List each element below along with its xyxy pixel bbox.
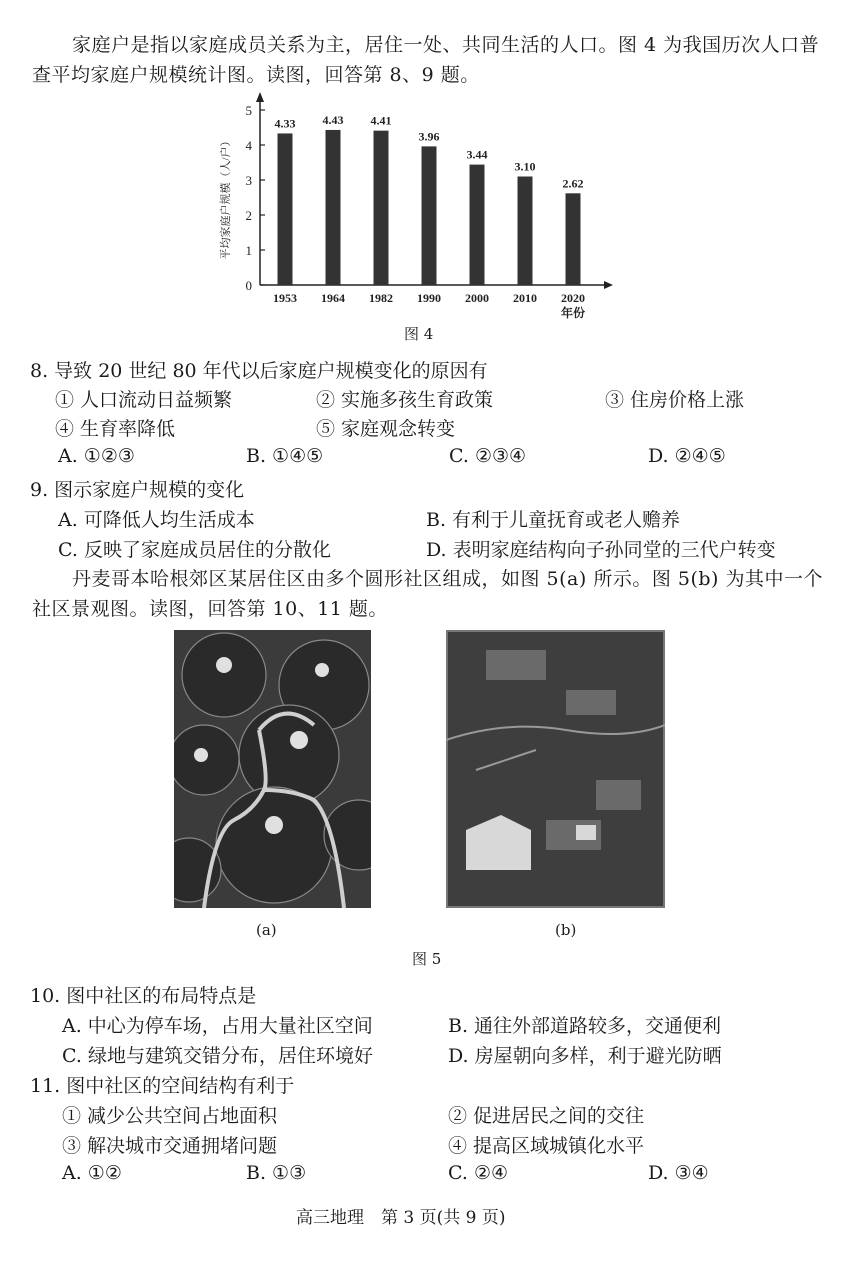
- bar: [278, 133, 293, 285]
- question-8-stem: 8. 导致 20 世纪 80 年代以后家庭户规模变化的原因有: [30, 360, 488, 382]
- bar-data-label: 4.43: [322, 112, 344, 127]
- x-tick-label: 2020: [561, 291, 585, 305]
- y-axis-label: 平均家庭户规模（人/户）: [220, 135, 232, 260]
- landscape-photo-community: [446, 630, 665, 908]
- q8-item-1: ① 人口流动日益频繁: [55, 389, 233, 411]
- aerial-photo-circular-communities: [174, 630, 371, 908]
- q11-choice-a: A. ①②: [62, 1162, 122, 1184]
- bar: [422, 146, 437, 285]
- y-axis-arrow: [256, 92, 264, 102]
- bar-data-label: 4.33: [274, 116, 296, 131]
- y-tick-label: 5: [245, 103, 252, 118]
- q8-item-5: ⑤ 家庭观念转变: [316, 418, 456, 440]
- q11-item-3: ③ 解决城市交通拥堵问题: [62, 1135, 278, 1157]
- chart-bars: [278, 130, 581, 285]
- q11-choice-c: C. ②④: [448, 1162, 509, 1184]
- q9-choice-c: C. 反映了家庭成员居住的分散化: [58, 539, 331, 561]
- q9-choice-a: A. 可降低人均生活成本: [58, 509, 255, 531]
- bar-data-label: 2.62: [562, 176, 584, 191]
- page-footer: 高三地理 第 3 页(共 9 页): [296, 1208, 506, 1228]
- bar-chart-figure-4: [215, 88, 635, 328]
- q11-item-1: ① 减少公共空间占地面积: [62, 1105, 278, 1127]
- question-10-stem: 10. 图中社区的布局特点是: [30, 985, 257, 1007]
- y-tick-label: 0: [245, 278, 252, 293]
- q8-item-4: ④ 生育率降低: [55, 418, 176, 440]
- x-axis-label: 年份: [560, 306, 586, 320]
- q11-choice-d: D. ③④: [648, 1162, 709, 1184]
- x-tick-label: 1964: [321, 291, 345, 305]
- x-tick-label: 2000: [465, 291, 489, 305]
- bar: [518, 177, 533, 286]
- q9-choice-b: B. 有利于儿童抚育或老人赡养: [426, 509, 681, 531]
- q8-choice-b: B. ①④⑤: [246, 445, 324, 467]
- bar: [566, 193, 581, 285]
- q8-item-3: ③ 住房价格上涨: [605, 389, 745, 411]
- bar-data-label: 3.44: [466, 147, 488, 162]
- q11-choice-b: B. ①③: [246, 1162, 307, 1184]
- bar: [374, 131, 389, 285]
- x-tick-label: 2010: [513, 291, 537, 305]
- y-tick-label: 1: [245, 243, 252, 258]
- figure-5b-label: (b): [555, 921, 577, 939]
- bar: [470, 165, 485, 285]
- x-tick-label: 1953: [273, 291, 297, 305]
- q8-choice-d: D. ②④⑤: [648, 445, 726, 467]
- x-tick-label: 1990: [417, 291, 441, 305]
- q10-choice-d: D. 房屋朝向多样，利于避光防晒: [448, 1045, 722, 1067]
- q11-item-4: ④ 提高区域城镇化水平: [448, 1135, 645, 1157]
- bar-data-label: 3.10: [514, 159, 536, 174]
- x-axis-arrow: [604, 281, 613, 289]
- figure-4-caption: 图 4: [404, 325, 434, 343]
- q9-choice-d: D. 表明家庭结构向子孙同堂的三代户转变: [426, 539, 776, 561]
- q8-choice-c: C. ②③④: [449, 445, 527, 467]
- y-tick-label: 3: [245, 173, 252, 188]
- q10-choice-a: A. 中心为停车场，占用大量社区空间: [62, 1015, 373, 1037]
- x-tick-label: 1982: [369, 291, 393, 305]
- intro-paragraph-2: 丹麦哥本哈根郊区某居住区由多个圆形社区组成，如图 5(a) 所示。图 5(b) 为其中一个社区景观图。读图，回答第 10、11 题。: [32, 568, 823, 620]
- q8-choice-a: A. ①②③: [58, 445, 135, 467]
- q10-choice-b: B. 通往外部道路较多，交通便利: [448, 1015, 722, 1037]
- q10-choice-c: C. 绿地与建筑交错分布，居住环境好: [62, 1045, 373, 1067]
- figure-5-caption: 图 5: [412, 950, 442, 968]
- question-11-stem: 11. 图中社区的空间结构有利于: [30, 1075, 295, 1097]
- y-tick-label: 2: [245, 208, 252, 223]
- y-tick-label: 4: [245, 138, 252, 153]
- bar-data-label: 4.41: [370, 113, 392, 128]
- figure-5a-label: (a): [256, 921, 277, 939]
- q8-item-2: ② 实施多孩生育政策: [316, 389, 494, 411]
- bar: [326, 130, 341, 285]
- intro-paragraph-1: 家庭户是指以家庭成员关系为主，居住一处、共同生活的人口。图 4 为我国历次人口普查平均家庭户规模统计图。读图，回答第 8、9 题。: [32, 34, 820, 86]
- q11-item-2: ② 促进居民之间的交往: [448, 1105, 645, 1127]
- bar-data-label: 3.96: [418, 129, 440, 144]
- question-9-stem: 9. 图示家庭户规模的变化: [30, 479, 245, 501]
